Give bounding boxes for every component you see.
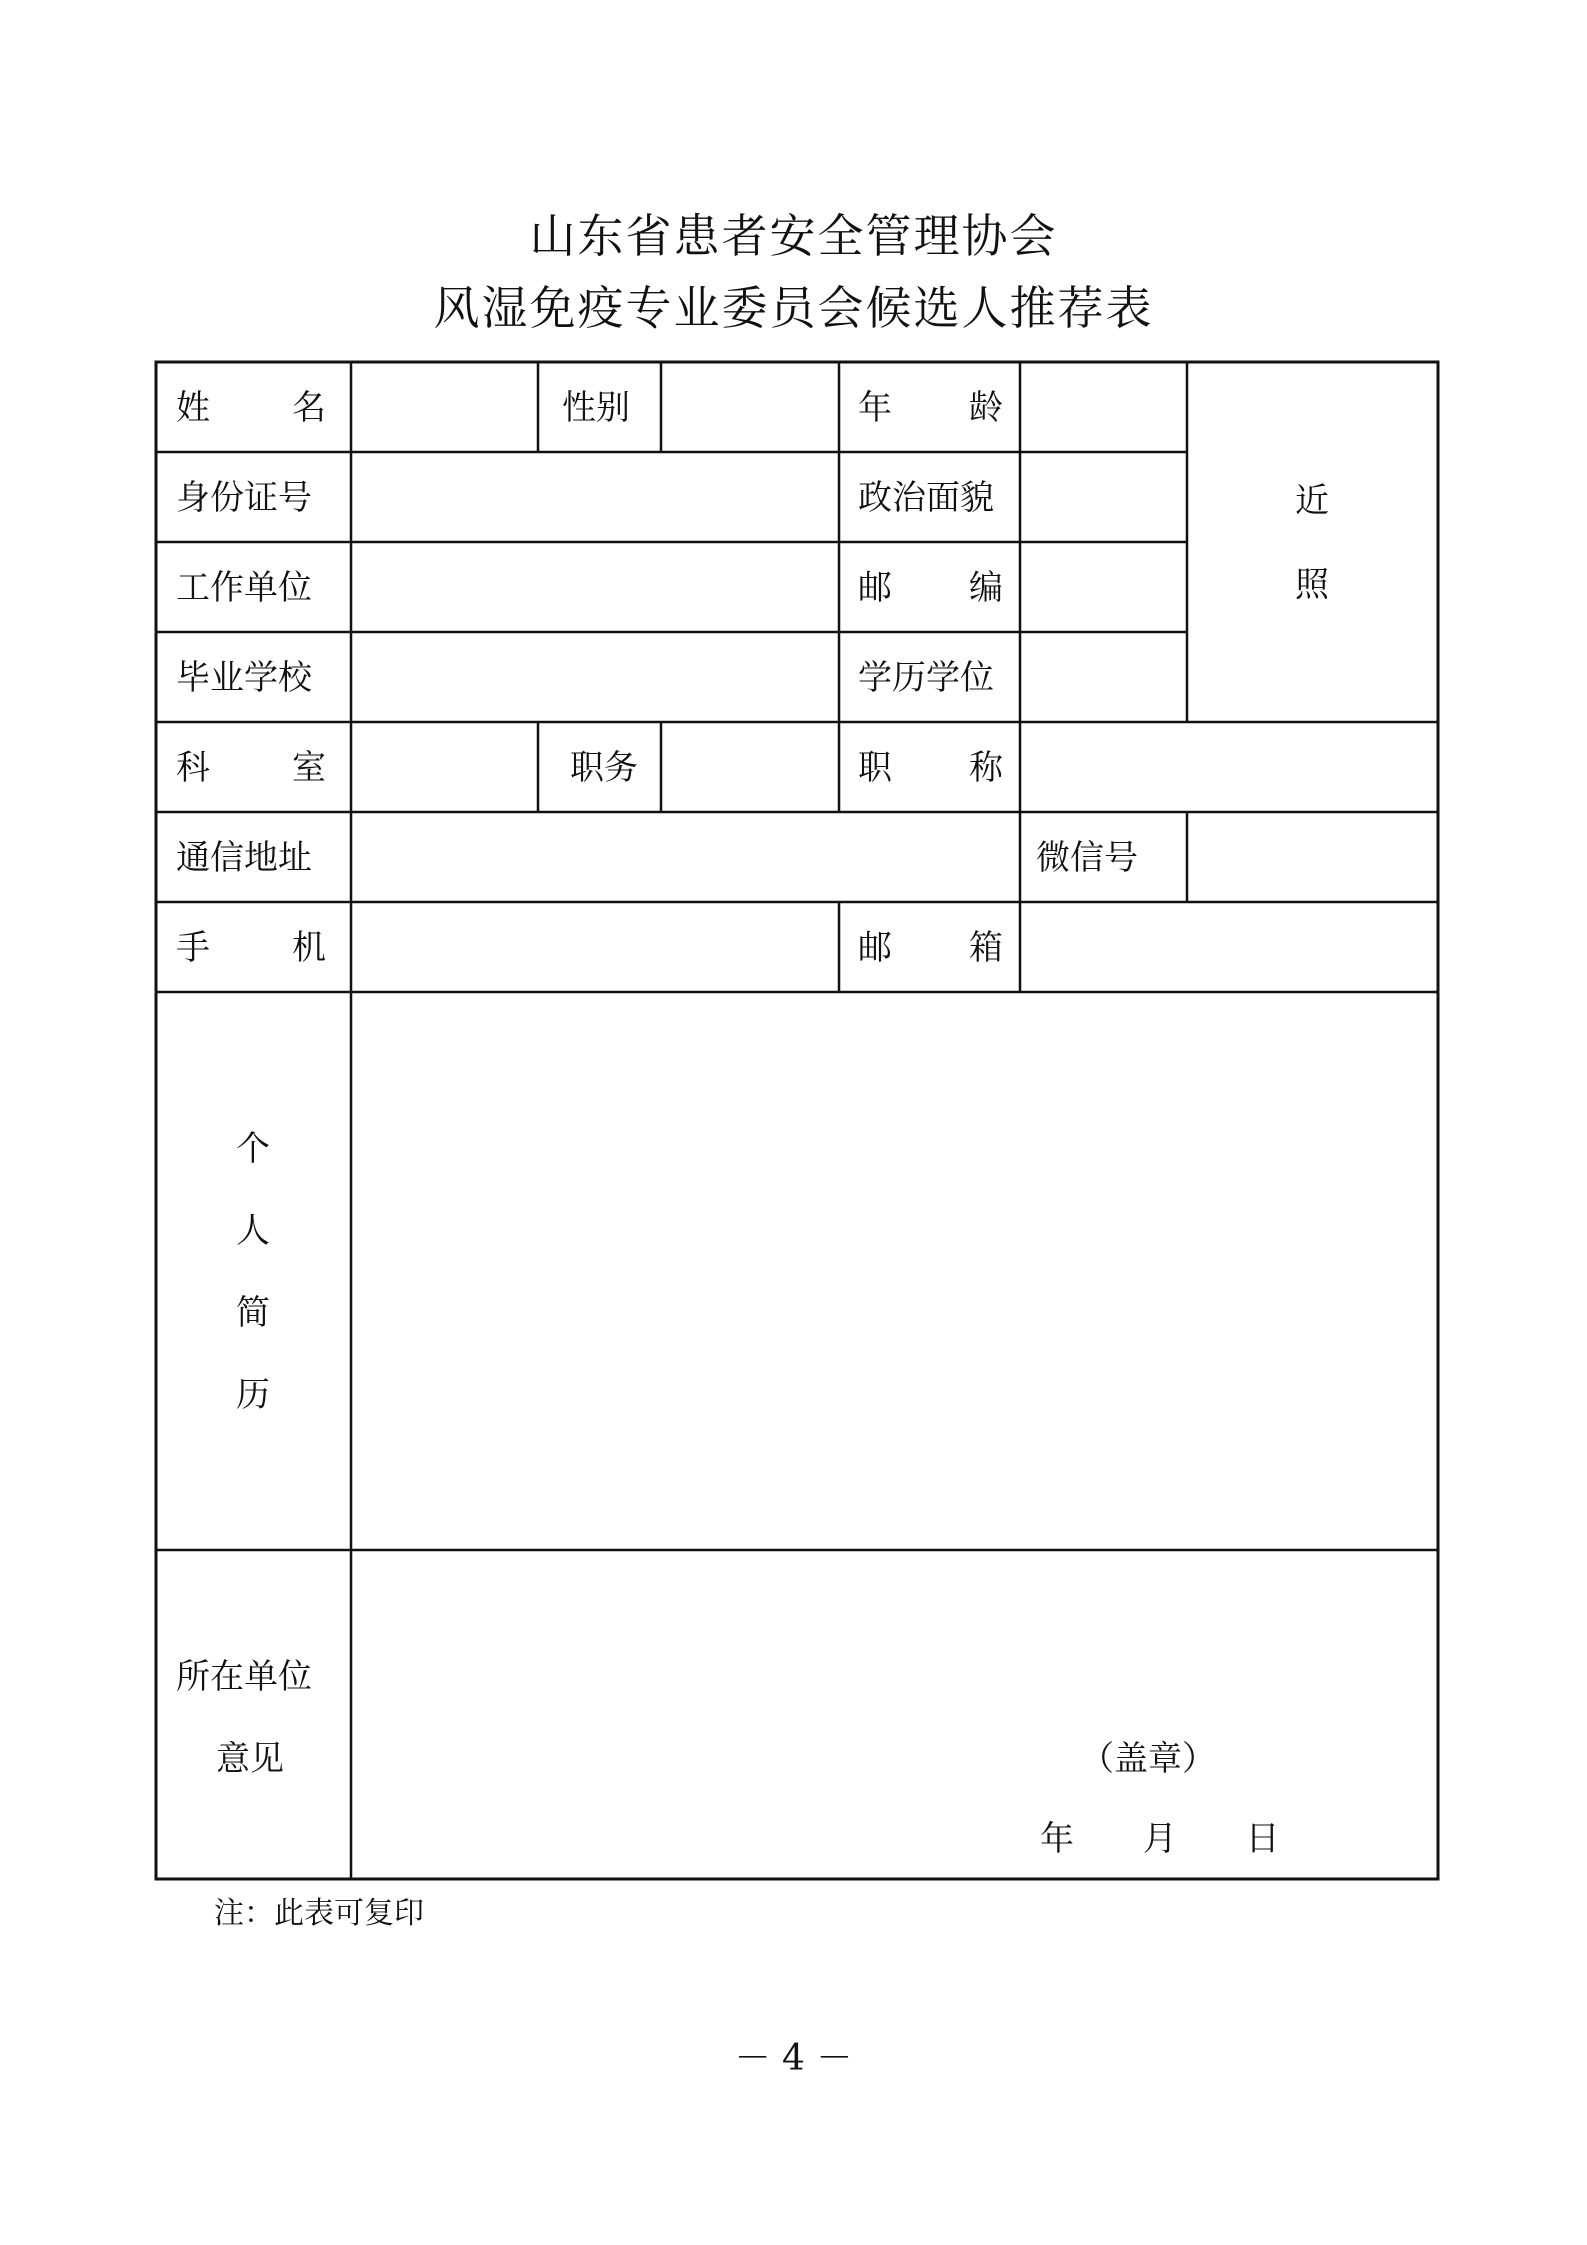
form-note: 注：此表可复印 — [214, 1896, 424, 1931]
form-border — [156, 362, 1438, 1879]
form-title-line2: 风湿免疫专业委员会候选人推荐表 — [433, 281, 1154, 335]
label-unit-opinion-line2: 意见 — [216, 1739, 284, 1779]
label-department: 科 室 — [176, 748, 326, 788]
label-wechat: 微信号 — [1036, 838, 1138, 878]
label-seal: （盖章） — [1080, 1739, 1216, 1779]
label-date: 年 月 日 — [1040, 1819, 1280, 1859]
label-political-status: 政治面貌 — [858, 478, 994, 518]
label-graduated-school: 毕业学校 — [176, 658, 312, 698]
label-photo: 近 照 — [1295, 481, 1329, 605]
label-age: 年 龄 — [858, 388, 1003, 428]
label-degree: 学历学位 — [858, 658, 994, 698]
form-title-line1: 山东省患者安全管理协会 — [529, 209, 1058, 263]
label-title: 职 称 — [858, 748, 1003, 788]
label-gender: 性别 — [562, 388, 630, 428]
label-postcode: 邮 编 — [858, 568, 1003, 608]
label-email: 邮 箱 — [858, 928, 1003, 968]
label-unit-opinion-line1: 所在单位 — [176, 1657, 312, 1697]
label-address: 通信地址 — [176, 838, 312, 878]
label-resume: 个 人 简 历 — [236, 1129, 270, 1415]
page-number: － 4 － — [734, 2038, 853, 2079]
label-id-number: 身份证号 — [176, 478, 312, 518]
label-name: 姓 名 — [176, 388, 326, 428]
label-work-unit: 工作单位 — [176, 568, 312, 608]
label-position: 职务 — [570, 748, 638, 788]
label-mobile: 手 机 — [176, 928, 326, 968]
